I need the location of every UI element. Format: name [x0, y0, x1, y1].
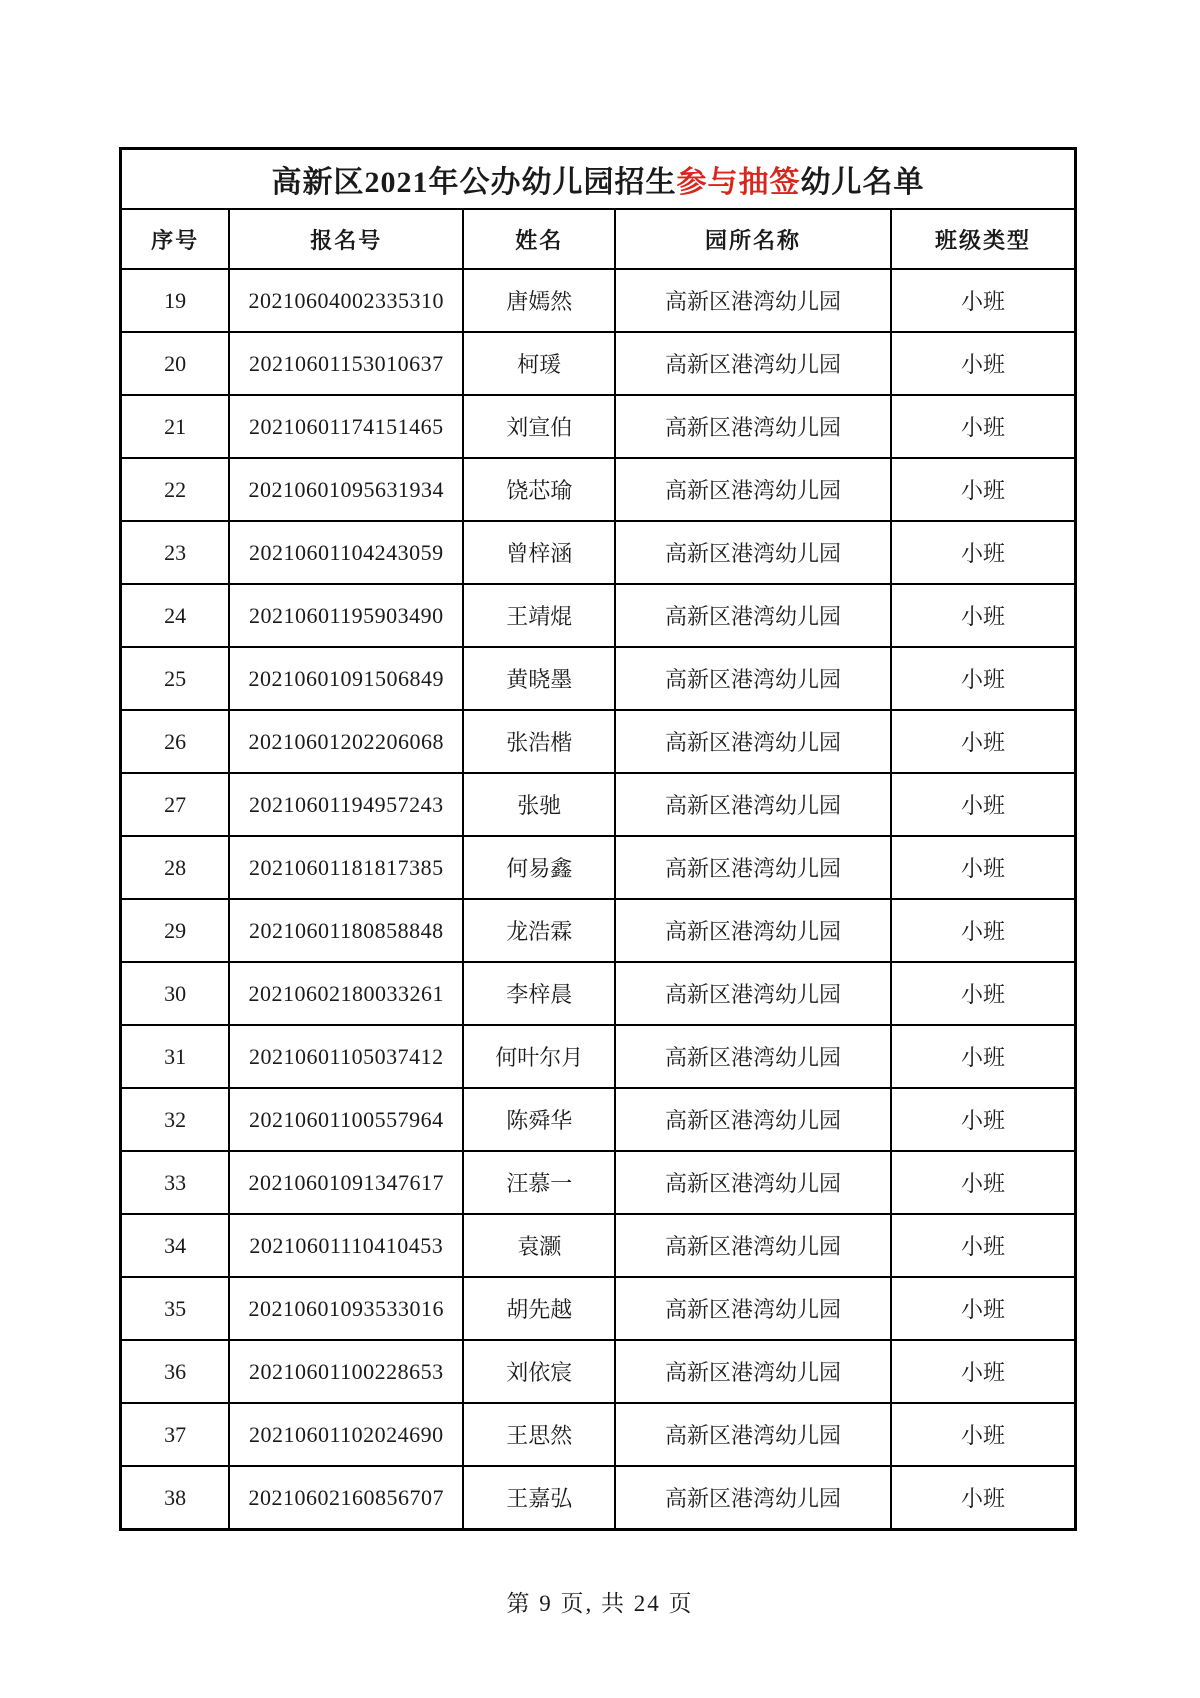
cell-child-name: 张浩楷 [463, 710, 615, 773]
cell-child-name: 王思然 [463, 1403, 615, 1466]
cell-class-type: 小班 [891, 1088, 1075, 1151]
cell-child-name: 龙浩霖 [463, 899, 615, 962]
cell-registration-no: 20210604002335310 [229, 269, 463, 332]
cell-class-type: 小班 [891, 395, 1075, 458]
table-row [121, 836, 1076, 899]
table-row [121, 332, 1076, 395]
cell-registration-no: 20210601102024690 [229, 1403, 463, 1466]
cell-registration-no: 20210601202206068 [229, 710, 463, 773]
cell-serial-no: 38 [121, 1466, 230, 1530]
cell-kindergarten-name: 高新区港湾幼儿园 [615, 269, 891, 332]
cell-child-name: 刘宣伯 [463, 395, 615, 458]
table-title-suffix: 幼儿名单 [800, 166, 925, 199]
table-row [121, 458, 1076, 521]
cell-child-name: 王靖焜 [463, 584, 615, 647]
cell-class-type: 小班 [891, 1340, 1075, 1403]
cell-registration-no: 20210601195903490 [229, 584, 463, 647]
table-row [121, 1214, 1076, 1277]
cell-serial-no: 33 [121, 1151, 230, 1214]
cell-class-type: 小班 [891, 773, 1075, 836]
cell-kindergarten-name: 高新区港湾幼儿园 [615, 1151, 891, 1214]
cell-child-name: 陈舜华 [463, 1088, 615, 1151]
table-row [121, 395, 1076, 458]
cell-serial-no: 30 [121, 962, 230, 1025]
table-row [121, 962, 1076, 1025]
cell-class-type: 小班 [891, 1151, 1075, 1214]
cell-child-name: 柯瑗 [463, 332, 615, 395]
cell-kindergarten-name: 高新区港湾幼儿园 [615, 1466, 891, 1530]
cell-kindergarten-name: 高新区港湾幼儿园 [615, 1403, 891, 1466]
cell-class-type: 小班 [891, 521, 1075, 584]
cell-serial-no: 24 [121, 584, 230, 647]
cell-kindergarten-name: 高新区港湾幼儿园 [615, 836, 891, 899]
table-title-prefix: 高新区2021年公办幼儿园招生 [271, 166, 677, 199]
cell-serial-no: 35 [121, 1277, 230, 1340]
cell-kindergarten-name: 高新区港湾幼儿园 [615, 1214, 891, 1277]
roster-table [119, 147, 1077, 1531]
table-row [121, 647, 1076, 710]
table-row [121, 773, 1076, 836]
table-row [121, 1277, 1076, 1340]
cell-registration-no: 20210601104243059 [229, 521, 463, 584]
cell-registration-no: 20210601093533016 [229, 1277, 463, 1340]
cell-registration-no: 20210601110410453 [229, 1214, 463, 1277]
cell-class-type: 小班 [891, 584, 1075, 647]
cell-child-name: 胡先越 [463, 1277, 615, 1340]
cell-child-name: 何易鑫 [463, 836, 615, 899]
cell-kindergarten-name: 高新区港湾幼儿园 [615, 395, 891, 458]
table-body [121, 269, 1076, 1530]
cell-kindergarten-name: 高新区港湾幼儿园 [615, 458, 891, 521]
cell-serial-no: 31 [121, 1025, 230, 1088]
table-row [121, 269, 1076, 332]
cell-class-type: 小班 [891, 1403, 1075, 1466]
cell-registration-no: 20210601153010637 [229, 332, 463, 395]
cell-class-type: 小班 [891, 269, 1075, 332]
cell-class-type: 小班 [891, 899, 1075, 962]
cell-registration-no: 20210601100557964 [229, 1088, 463, 1151]
header-cell-class-type: 班级类型 [891, 209, 1075, 269]
cell-serial-no: 27 [121, 773, 230, 836]
cell-class-type: 小班 [891, 1214, 1075, 1277]
cell-kindergarten-name: 高新区港湾幼儿园 [615, 710, 891, 773]
cell-serial-no: 19 [121, 269, 230, 332]
cell-serial-no: 36 [121, 1340, 230, 1403]
cell-child-name: 王嘉弘 [463, 1466, 615, 1530]
cell-serial-no: 23 [121, 521, 230, 584]
cell-kindergarten-name: 高新区港湾幼儿园 [615, 647, 891, 710]
table-title [121, 149, 1076, 210]
cell-registration-no: 20210601181817385 [229, 836, 463, 899]
cell-serial-no: 22 [121, 458, 230, 521]
cell-registration-no: 20210601174151465 [229, 395, 463, 458]
cell-child-name: 李梓晨 [463, 962, 615, 1025]
cell-child-name: 曾梓涵 [463, 521, 615, 584]
cell-registration-no: 20210601194957243 [229, 773, 463, 836]
cell-class-type: 小班 [891, 458, 1075, 521]
cell-class-type: 小班 [891, 1466, 1075, 1530]
table-row [121, 710, 1076, 773]
cell-child-name: 何叶尔月 [463, 1025, 615, 1088]
cell-kindergarten-name: 高新区港湾幼儿园 [615, 773, 891, 836]
cell-kindergarten-name: 高新区港湾幼儿园 [615, 1277, 891, 1340]
cell-registration-no: 20210602180033261 [229, 962, 463, 1025]
table-row [121, 1025, 1076, 1088]
cell-class-type: 小班 [891, 332, 1075, 395]
table-header-row [121, 209, 1076, 269]
cell-serial-no: 29 [121, 899, 230, 962]
header-cell-registration-no: 报名号 [229, 209, 463, 269]
page-number-footer: 第 9 页, 共 24 页 [506, 1591, 694, 1616]
cell-child-name: 汪慕一 [463, 1151, 615, 1214]
header-cell-serial-no: 序号 [121, 209, 230, 269]
cell-child-name: 刘依宸 [463, 1340, 615, 1403]
header-cell-kindergarten-name: 园所名称 [615, 209, 891, 269]
cell-kindergarten-name: 高新区港湾幼儿园 [615, 1088, 891, 1151]
cell-child-name: 黄晓墨 [463, 647, 615, 710]
cell-child-name: 张驰 [463, 773, 615, 836]
cell-serial-no: 26 [121, 710, 230, 773]
header-cell-child-name: 姓名 [463, 209, 615, 269]
cell-registration-no: 20210601091347617 [229, 1151, 463, 1214]
table-row [121, 1403, 1076, 1466]
table-row [121, 1088, 1076, 1151]
cell-registration-no: 20210602160856707 [229, 1466, 463, 1530]
cell-serial-no: 25 [121, 647, 230, 710]
cell-serial-no: 20 [121, 332, 230, 395]
cell-class-type: 小班 [891, 1277, 1075, 1340]
cell-serial-no: 34 [121, 1214, 230, 1277]
table-title-highlight: 参与抽签 [676, 166, 801, 199]
cell-serial-no: 28 [121, 836, 230, 899]
cell-registration-no: 20210601095631934 [229, 458, 463, 521]
cell-registration-no: 20210601091506849 [229, 647, 463, 710]
cell-kindergarten-name: 高新区港湾幼儿园 [615, 521, 891, 584]
cell-kindergarten-name: 高新区港湾幼儿园 [615, 1340, 891, 1403]
cell-registration-no: 20210601105037412 [229, 1025, 463, 1088]
cell-serial-no: 21 [121, 395, 230, 458]
table-row [121, 899, 1076, 962]
cell-child-name: 袁灏 [463, 1214, 615, 1277]
cell-kindergarten-name: 高新区港湾幼儿园 [615, 899, 891, 962]
table-row [121, 521, 1076, 584]
table-row [121, 584, 1076, 647]
cell-child-name: 饶芯瑜 [463, 458, 615, 521]
cell-registration-no: 20210601100228653 [229, 1340, 463, 1403]
cell-kindergarten-name: 高新区港湾幼儿园 [615, 1025, 891, 1088]
cell-class-type: 小班 [891, 647, 1075, 710]
cell-class-type: 小班 [891, 962, 1075, 1025]
table-row [121, 1466, 1076, 1530]
cell-class-type: 小班 [891, 710, 1075, 773]
cell-registration-no: 20210601180858848 [229, 899, 463, 962]
cell-serial-no: 37 [121, 1403, 230, 1466]
cell-class-type: 小班 [891, 1025, 1075, 1088]
cell-kindergarten-name: 高新区港湾幼儿园 [615, 332, 891, 395]
cell-serial-no: 32 [121, 1088, 230, 1151]
cell-kindergarten-name: 高新区港湾幼儿园 [615, 584, 891, 647]
table-row [121, 1340, 1076, 1403]
cell-kindergarten-name: 高新区港湾幼儿园 [615, 962, 891, 1025]
cell-class-type: 小班 [891, 836, 1075, 899]
cell-child-name: 唐嫣然 [463, 269, 615, 332]
table-row [121, 1151, 1076, 1214]
table-title-row [121, 149, 1076, 210]
